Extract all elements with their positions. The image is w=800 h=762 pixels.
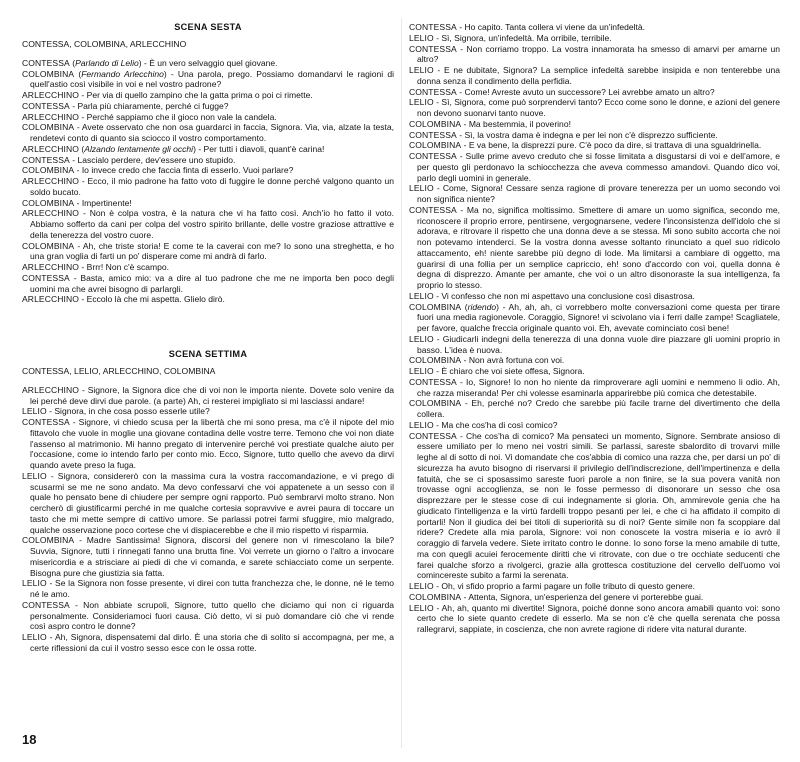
speaker-name: CONTESSA	[22, 100, 70, 111]
dialogue-text: Parla più chiaramente, perché ci fugge?	[77, 100, 229, 111]
dialogue-text: Attenta, Signora, un'esperienza del genere vi porterebbe guai.	[468, 591, 704, 602]
speaker-name: LELIO	[22, 578, 47, 589]
dialogue-text: Basta, amico mio: va a dire al tuo padrone che me ne importa ben poco degli uomini ma che avrei bisogno di parlargli.	[30, 272, 394, 294]
dialogue-text: Eccolo là che mi aspetta. Glielo dirò.	[86, 294, 225, 305]
speaker-name: CONTESSA	[409, 43, 457, 54]
speaker-name: LELIO	[22, 470, 47, 481]
scene-cast-settima: CONTESSA, LELIO, ARLECCHINO, COLOMBINA	[22, 366, 216, 376]
page-number: 18	[22, 732, 37, 747]
dialogue-text: Signora, considererò con la massima cura la vostra raccomandazione, e vi prego di scusarmi se me ne sono andato. Ma devo confessarvi che voi appatenete a un sesso con il quale ho pensato bene di chiudere per sempre ogni rapporto. Può sembrarvi molto strano. Non cercherò di giustificarmi perché in me qualche cortesia sopravvive e avrei paura di toccare un tasto che mi mette sempre di cattivo umore. Se parlassi potrei farmi sfuggire, mio malgrado, qualche osservazione poco cortese che vi dispiacerebbe e che il mio rispetto vi risparmia.	[30, 470, 394, 535]
dialogue-text: Ah, Signora, dispensatemi dal dirlo. È una storia che di solito si accompagna, per me, a certe riflessioni da cui il vostro sesso esce con le ossa rotte.	[30, 632, 394, 653]
dialogue-line: CONTESSA - Io, Signore! Io non ho niente da rimproverare agli uomini e nemmeno li odio. Ah, che razza miseranda! Per chi volesse esaminarla apparirebbe più comica che detestabile.	[409, 376, 780, 398]
speaker-name: LELIO	[409, 419, 434, 430]
dialogue-line: CONTESSA - Non abbiate scrupoli, Signore, tutto quello che diciamo qui non ci riguarda personalmente. Consideriamoci fuori causa. Ciò detto, vi si può domandare ciò che vi rende così aspro contro le donne?	[22, 599, 394, 632]
dialogue-line: COLOMBINA - Avete osservato che non osa guardarci in faccia, Signora. Via, via, alzate la testa, rendetevi conto di quanto sia sciocco il vostro comportamento.	[22, 122, 394, 143]
dialogue-text: Ecco, il mio padrone ha fatto voto di fuggire le donne perché valgono quanto un soldo bucato.	[30, 176, 394, 197]
dialogue-line: CONTESSA - Lascialo perdere, dev'essere uno stupido.	[22, 154, 236, 165]
dialogue-text: Per via di quello zampino che la gatta prima o poi ci rimette.	[86, 90, 313, 100]
dialogue-line: LELIO - Signora, considererò con la massima cura la vostra raccomandazione, e vi prego di scusarmi se me ne sono andato. Ma devo confessarvi che voi appatenete a un sesso con il quale ho pensato bene di chiudere per sempre ogni rapporto. Può sembrarvi molto strano. Non cercherò di giustificarmi perché in me qualche cortesia sopravvive e avrei paura di toccare un tasto che mi mette sempre di cattivo umore. Se parlassi potrei farmi sfuggire, mio malgrado, qualche osservazione poco cortese che vi dispiacerebbe e che il mio rispetto vi risparmia.	[22, 470, 394, 535]
speaker-name: COLOMBINA	[22, 68, 75, 79]
dialogue-text: Ma che cos'ha di così comico?	[441, 419, 558, 430]
speaker-name: COLOMBINA	[409, 118, 462, 129]
dialogue-line: ARLECCHINO - Per via di quello zampino che la gatta prima o poi ci rimette.	[22, 90, 313, 100]
dialogue-line: CONTESSA - Ho capito. Tanta collera vi viene da un'infedeltà.	[409, 22, 646, 32]
dialogue-text: Come, Signora! Cessare senza ragione di provare tenerezza per un uomo secondo voi non significa niente?	[417, 183, 780, 204]
dialogue-line: ARLECCHINO - Ecco, il mio padrone ha fatto voto di fuggire le donne perché valgono quanto un soldo bucato.	[22, 176, 394, 197]
speaker-name: COLOMBINA	[409, 591, 462, 602]
dialogue-line: COLOMBINA - E va bene, la disprezzi pure. C'è poco da dire, si trattava di una sgualdrinella.	[409, 140, 762, 151]
speaker-name: LELIO	[409, 32, 434, 43]
dialogue-text: Sì, Signora, un'infedeltà. Ma orribile, terribile.	[441, 32, 612, 43]
dialogue-text: Vi confesso che non mi aspettavo una conclusione così disastrosa.	[441, 290, 695, 301]
dialogue-line: CONTESSA - Come! Avreste avuto un successore? Lei avrebbe amato un altro?	[409, 86, 715, 97]
dialogue-line: LELIO - È chiaro che voi siete offesa, Signora.	[409, 366, 585, 376]
dialogue-text: È un vero selvaggio quel giovane.	[149, 57, 278, 68]
dialogue-text: Signora, in che cosa posso esserle utile?	[54, 406, 210, 417]
dialogue-text: Lascialo perdere, dev'essere uno stupido.	[77, 154, 236, 165]
dialogue-line: COLOMBINA - Impertinente!	[22, 197, 132, 208]
speaker-name: LELIO	[22, 632, 47, 642]
dialogue-text: E ne dubitate, Signora? La semplice infedeltà sarebbe insipida e non tenterebbe una donna senza il condimento della perfidia.	[417, 65, 780, 86]
speaker-name: ARLECCHINO	[22, 294, 80, 305]
left-column	[22, 22, 394, 654]
speaker-name: LELIO	[409, 290, 434, 301]
dialogue-text: Ah, ah, quanto mi divertite! Signora, poiché donne sono ancora amabili quanto voi: sono certo che lo siete quanto credete di esserlo. Ma se non c'è che quella serenata che possa rallegrarvi, sappiate, in coscienza, che non avrete ragione di ridere vita natural durante.	[417, 602, 781, 634]
dialogue-line: ARLECCHINO - Perché sappiamo che il gioco non vale la candela.	[22, 111, 277, 122]
speaker-name: CONTESSA	[409, 204, 457, 215]
dialogue-line: LELIO - Ma che cos'ha di così comico?	[409, 419, 558, 430]
dialogue-line: COLOMBINA - Non avrà fortuna con voi.	[409, 355, 565, 366]
stage-direction: Alzando lentamente gli occhi	[84, 143, 194, 154]
speaker-name: LELIO	[409, 581, 434, 591]
speaker-name: ARLECCHINO	[22, 176, 80, 186]
stage-direction: Parlando di Lelio	[75, 57, 139, 68]
speaker-name: CONTESSA	[22, 154, 70, 165]
column-divider	[401, 18, 402, 748]
dialogue-line: CONTESSA - Ma no, significa moltissimo. Smettere di amare un uomo significa, secondo me, riconoscere il proprio errore, pentirsene, vergognarsene, vedere l'inconsistenza dell'idolo che si adorava, e ritrovare il rispetto che una donna deve a se stessa. Mi sono subito accorta che noi non potevamo intenderci. Se la vostra donna avesse soltanto rinunciato a quel suo ridicolo attaccamento, eh! niente sarebbe più degno di lode. Ma limitarsi a cambiare di oggetto, ma guarirsi di una follia per un semplice capriccio, eh! sono d'accordo con voi, quella donna è degna di disprezzo. Amante per amante, che voi o un altro disonoraste la sua intelligenza, fa proprio lo stesso.	[409, 204, 780, 290]
dialogue-text: Madre Santissima! Signora, discorsi del genere non vi rimescolano la bile? Suvvia, Signore, tutti i rinnegati fanno una brutta fine. Voi verrete un giorno o l'altro a invocare misericordia e a strisciare ai piedi di che vi comanda, e sarete schiacciato come un serpente. Bisogna pure che giustizia sia fatta.	[30, 535, 394, 578]
speaker-name: CONTESSA	[409, 151, 457, 161]
dialogue-line: COLOMBINA (ridendo) - Ah, ah, ah, ci vorrebbero molte conversazioni come questa per tirare fuori una media ragionevole. Coraggio, Signore! vi scivolano via i ferri dalle zampe! Scagliatele, per favore, qualche freccia originale quanto voi. Eh, avevate cominciato così bene!	[409, 301, 780, 333]
dialogue-line: CONTESSA - Non corriamo troppo. La vostra innamorata ha smesso di amarvi per amarne un altro?	[409, 43, 780, 65]
speaker-name: COLOMBINA	[22, 240, 75, 251]
dialogue-text: Brrr! Non c'è scampo.	[86, 262, 170, 272]
dialogue-line: CONTESSA - Sulle prime avevo creduto che si fosse limitata a disgustarsi di voi e dell'amore, e per questo gli perdonavo la schiocchezza che aveva commesso amandovi. Quando dico voi, parlo degli uomini in generale.	[409, 151, 780, 183]
speaker-name: ARLECCHINO	[22, 208, 80, 219]
dialogue-text: Ah, che triste storia! E come te la caverai con me? Io sono una streghetta, e ho una gran voglia di farti un po' disperare come mi andrà di farlo.	[30, 240, 394, 262]
dialogue-line: ARLECCHINO - Signore, la Signora dice che di voi non le importa niente. Dovete solo venire da lei perché deve dirvi due parole. (a parte) Ah, ci resterei impigliato si mi lasciassi andare!	[22, 384, 394, 406]
speaker-name: CONTESSA	[409, 129, 457, 140]
dialogue-text: Non abbiate scrupoli, Signore, tutto quello che diciamo qui non ci riguarda personalmente. Consideriamoci fuori causa. Ciò detto, vi si può domandare ciò che vi rende così aspro contro le donne?	[30, 599, 394, 632]
speaker-name: LELIO	[409, 183, 434, 194]
dialogue-line: COLOMBINA - Madre Santissima! Signora, discorsi del genere non vi rimescolano la bile? Suvvia, Signore, tutti i rinnegati fanno una brutta fine. Voi verrete un giorno o l'altro a invocare misericordia e a strisciare ai piedi di che vi comanda, e sarete schiacciato come un serpente. Bisogna pure che giustizia sia fatta.	[22, 535, 394, 578]
dialogue-line: LELIO - Signora, in che cosa posso esserle utile?	[22, 406, 210, 417]
speaker-name: COLOMBINA	[22, 122, 75, 133]
speaker-name: LELIO	[409, 65, 434, 75]
dialogue-line: CONTESSA - Parla più chiaramente, perché ci fugge?	[22, 100, 229, 111]
dialogue-text: È chiaro che voi siete offesa, Signora.	[441, 366, 585, 376]
dialogue-line: CONTESSA - Basta, amico mio: va a dire al tuo padrone che me ne importa ben poco degli uomini ma che avrei bisogno di parlargli.	[22, 272, 394, 294]
dialogue-line: LELIO - Se la Signora non fosse presente, vi direi con tutta franchezza che, le donne, né le temo né le amo.	[22, 578, 394, 599]
dialogue-text: Io, Signore! Io non ho niente da rimproverare agli uomini e nemmeno li odio. Ah, che razza miseranda! Per chi volesse esaminarla apparirebbe più comica che detestabile.	[417, 376, 780, 398]
speaker-name: CONTESSA	[409, 376, 457, 387]
stage-direction: Fermando Arlecchino	[81, 68, 164, 79]
speaker-name: ARLECCHINO	[22, 143, 80, 154]
dialogue-line: COLOMBINA - Io invece credo che faccia finta di esserlo. Vuoi parlare?	[22, 165, 294, 176]
right-column	[409, 22, 780, 635]
speaker-name: ARLECCHINO	[22, 90, 80, 100]
speaker-name: COLOMBINA	[22, 197, 75, 208]
speaker-name: CONTESSA	[22, 57, 70, 68]
dialogue-text: Per tutti i diavoli, quant'è carina!	[203, 143, 325, 154]
scene-title-sesta: SCENA SESTA	[174, 22, 242, 32]
dialogue-line: LELIO - E ne dubitate, Signora? La semplice infedeltà sarebbe insipida e non tenterebbe una donna senza il condimento della perfidia.	[409, 65, 780, 86]
scene-title-settima: SCENA SETTIMA	[168, 349, 248, 359]
dialogue-line: CONTESSA (Parlando di Lelio) - È un vero selvaggio quel giovane.	[22, 57, 278, 68]
dialogue-text: Non avrà fortuna con voi.	[468, 355, 565, 366]
dialogue-line: ARLECCHINO - Brrr! Non c'è scampo.	[22, 262, 170, 272]
dialogue-line: COLOMBINA - Ah, che triste storia! E come te la caverai con me? Io sono una streghetta, e ho una gran voglia di farti un po' disperare come mi andrà di farlo.	[22, 240, 394, 262]
speaker-name: ARLECCHINO	[22, 111, 80, 122]
dialogue-text: Avete osservato che non osa guardarci in faccia, Signora. Via, via, alzate la testa, rendetevi conto di quanto sia sciocco il vostro comportamento.	[30, 122, 394, 143]
dialogue-text: Eh, perché no? Credo che sarebbe più facile trarne del divertimento che della collera.	[417, 398, 780, 419]
dialogue-text: Giudicarli indegni della tenerezza di una donna vuole dire piazzare gli uomini proprio in basso. L'idea è nuova.	[417, 333, 780, 355]
speaker-name: CONTESSA	[409, 22, 457, 32]
dialogue-text: Io invece credo che faccia finta di esserlo. Vuoi parlare?	[81, 165, 294, 176]
speaker-name: CONTESSA	[22, 272, 70, 283]
dialogue-text: Sulle prime avevo creduto che si fosse limitata a disgustarsi di voi e dell'amore, e per questo gli perdonavo la schiocchezza che aveva commesso amandovi. Quando dico voi, parlo degli uomini in generale.	[417, 151, 780, 183]
dialogue-text: Non è colpa vostra, è la natura che vi ha fatto così. Anch'io ho fatto il voto. Abbiamo sofferto da cani per colpa del vostro spirito brillante, delle vostre graziose attrattive e della tenerezza del vostro cuore.	[30, 208, 394, 240]
dialogue-block-settima	[22, 385, 394, 654]
dialogue-text: Perché sappiamo che il gioco non vale la candela.	[86, 111, 277, 122]
speaker-name: COLOMBINA	[409, 140, 462, 151]
dialogue-text: Non corriamo troppo. La vostra innamorata ha smesso di amarvi per amarne un altro?	[417, 43, 780, 65]
dialogue-line: CONTESSA - Sì, la vostra dama è indegna e per lei non c'è disprezzo sufficiente.	[409, 129, 718, 140]
dialogue-line: COLOMBINA - Ma bestemmia, il poverino!	[409, 118, 571, 129]
speaker-name: LELIO	[409, 602, 434, 613]
dialogue-line: COLOMBINA - Eh, perché no? Credo che sarebbe più facile trarne del divertimento che della collera.	[409, 398, 780, 419]
speaker-name: COLOMBINA	[409, 398, 462, 409]
dialogue-text: Ah, ah, ah, ci vorrebbero molte conversazioni come questa per tirare fuori una media ragionevole. Coraggio, Signore! vi scivolano via i ferri dalle zampe! Scagliatele, per favore, qualche freccia originale quanto voi. Eh, avevate cominciato così bene!	[417, 301, 780, 333]
dialogue-line: LELIO - Sì, Signora, come può sorprendervi tanto? Ecco come sono le donne, e azioni del genere non devono suonarvi tanto nuove.	[409, 97, 780, 118]
dialogue-text: Ma no, significa moltissimo. Smettere di amare un uomo significa, secondo me, riconoscere il proprio errore, pentirsene, vergognarsene, vedere l'inconsistenza dell'idolo che si adorava, e ritrovare il rispetto che una donna deve a se stessa. Mi sono subito accorta che noi non potevamo intenderci. Se la vostra donna avesse soltanto rinunciato a quel suo ridicolo attaccamento, eh! niente sarebbe più degno di lode. Ma limitarsi a cambiare di oggetto, ma guarirsi di una follia per un semplice capriccio, eh! sono d'accordo con voi, quella donna è degna di disprezzo. Amante per amante, che voi o un altro disonoraste la sua intelligenza, fa proprio lo stesso.	[417, 204, 780, 290]
speaker-name: COLOMBINA	[409, 355, 462, 366]
dialogue-line: ARLECCHINO - Non è colpa vostra, è la natura che vi ha fatto così. Anch'io ho fatto il voto. Abbiamo sofferto da cani per colpa del vostro spirito brillante, delle vostre graziose attrattive e della tenerezza del vostro cuore.	[22, 208, 394, 240]
dialogue-line: ARLECCHINO (Alzando lentamente gli occhi) - Per tutti i diavoli, quant'è carina!	[22, 143, 325, 154]
speaker-name: CONTESSA	[22, 599, 70, 610]
speaker-name: LELIO	[409, 97, 434, 108]
speaker-name: LELIO	[409, 366, 434, 376]
dialogue-text: Signore, vi chiedo scusa per la libertà che mi sono presa, ma c'è il nipote del mio fittavolo che vuole in moglie una giovane contadina delle vostre terre. Temono che voi non diate l'assenso al matrimonio. Mi hanno pregato di intervenire perché voi prestiate qualche aiuto per l'occasione, come io intendo farlo per conto mio. Ecco, Signore, tutto quello che avevo da dirvi quando avete preso la fuga.	[30, 417, 394, 470]
scene-cast-sesta: CONTESSA, COLOMBINA, ARLECCHINO	[22, 39, 187, 49]
dialogue-text: Se la Signora non fosse presente, vi direi con tutta franchezza che, le donne, né le temo né le amo.	[30, 578, 394, 599]
dialogue-text: Ho capito. Tanta collera vi viene da un'infedeltà.	[464, 22, 646, 32]
dialogue-line: ARLECCHINO - Eccolo là che mi aspetta. Glielo dirò.	[22, 294, 225, 305]
dialogue-line: LELIO - Sì, Signora, un'infedeltà. Ma orribile, terribile.	[409, 32, 612, 43]
speaker-name: LELIO	[409, 333, 434, 344]
dialogue-text: Una parola, prego. Possiamo domandarvi le ragioni di quell'astio così visibile in voi e nel vostro padrone?	[30, 68, 394, 90]
dialogue-block-continued	[409, 22, 780, 635]
dialogue-line: CONTESSA - Che cos'ha di comico? Ma pensateci un momento, Signore. Sembrate ansioso di essere umiliato per lo meno nei vostri simili. Se parlassi, sareste sbalordito di trovarvi mille leghe al di sotto di noi. Vi domandate che cos'abbia di comico una razza che, per darsi un po' di sicurezza ha avuto bisogno di riservarsi il privilegio dell'indiscrezione, dell'impertinenza e della fatuità, che se ci sposassimo sareste fuori parole a non finire, se la sua povera vanità non trovasse ogni accoglienza, se non le fosse permesso di disonorare un sesso che osa disprezzare per le stesse cose di cui indegnamente si gloria. Oh, ammirevole genia che ha giudicato l'intelligenza e la virtù fardelli troppo pesanti per lei, e che ci ha affidato il compito di portarli! Non il giudica dei bei titoli di superiorità su di noi? Gente simile non fa scoppiare dal ridere? Credete alla mia parola, Signore: voi non conoscete la vostra miseria e io avrò il coraggio di farvela vedere. Siete irritato contro le donne. Io sono forse la meno amabile di tutte, ma con quegli acuiei ferocemente diritti che vi ritrovate, con due o tre occhiate seducenti che farei qualche sforzo a rivolgerci, grazie alla grottesca costituzione del cervello dell'uomo voi comincereste subito a farmi la serenata.	[409, 430, 780, 581]
speaker-name: CONTESSA	[22, 417, 70, 427]
dialogue-line: COLOMBINA (Fermando Arlecchino) - Una parola, prego. Possiamo domandarvi le ragioni di quell'astio così visibile in voi e nel vostro padrone?	[22, 68, 394, 90]
dialogue-line: CONTESSA - Signore, vi chiedo scusa per la libertà che mi sono presa, ma c'è il nipote del mio fittavolo che vuole in moglie una giovane contadina delle vostre terre. Temono che voi non diate l'assenso al matrimonio. Mi hanno pregato di intervenire perché voi prestiate qualche aiuto per l'occasione, come io intendo farlo per conto mio. Ecco, Signore, tutto quello che avevo da dirvi quando avete preso la fuga.	[22, 417, 394, 470]
dialogue-text: Oh, vi sfido proprio a farmi pagare un folle tributo di questo genere.	[441, 581, 696, 591]
dialogue-line: LELIO - Giudicarli indegni della tenerezza di una donna vuole dire piazzare gli uomini proprio in basso. L'idea è nuova.	[409, 333, 780, 355]
dialogue-line: COLOMBINA - Attenta, Signora, un'esperienza del genere vi porterebbe guai.	[409, 591, 704, 602]
speaker-name: LELIO	[22, 406, 47, 417]
dialogue-block-sesta	[22, 58, 394, 305]
dialogue-text: Che cos'ha di comico? Ma pensateci un momento, Signore. Sembrate ansioso di essere umiliato per lo meno nei vostri simili. Se parlassi, sareste sbalordito di trovarvi mille leghe al di sotto di noi. Vi domandate che cos'abbia di comico una razza che, per darsi un po' di sicurezza ha avuto bisogno di riservarsi il privilegio dell'indiscrezione, dell'impertinenza e della fatuità, che se ci sposassimo sareste fuori parole a non finire, se la sua povera vanità non trovasse ogni accoglienza, se non le fosse permesso di disonorare un sesso che osa disprezzare per le stesse cose di cui indegnamente si gloria. Oh, ammirevole genia che ha giudicato l'intelligenza e la virtù fardelli troppo pesanti per lei, e che ci ha affidato il compito di portarli! Non il giudica dei bei titoli di superiorità su di noi? Gente simile non fa scoppiare dal ridere? Credete alla mia parola, Signore: voi non conoscete la vostra miseria e io avrò il coraggio di farvela vedere. Siete irritato contro le donne. Io sono forse la meno amabile di tutte, ma con quegli acuiei ferocemente diritti che vi ritrovate, con due o tre occhiate seducenti che farei qualche sforzo a rivolgerci, grazie alla grottesca costituzione del cervello dell'uomo voi comincereste subito a farmi la serenata.	[417, 430, 780, 581]
dialogue-text: Ma bestemmia, il poverino!	[468, 118, 571, 129]
stage-direction: ridendo	[467, 301, 497, 312]
speaker-name: COLOMBINA	[22, 535, 75, 546]
dialogue-text: Impertinente!	[81, 197, 132, 208]
dialogue-line: LELIO - Ah, ah, quanto mi divertite! Signora, poiché donne sono ancora amabili quanto voi: sono certo che lo siete quanto credete di esserlo. Ma se non c'è che quella serenata che possa rallegrarvi, sappiate, in coscienza, che non avrete ragione di ridere vita natural durante.	[409, 602, 781, 634]
speaker-name: CONTESSA	[409, 86, 457, 97]
speaker-name: ARLECCHINO	[22, 262, 80, 272]
dialogue-text: Signore, la Signora dice che di voi non le importa niente. Dovete solo venire da lei perché deve dirvi due parole. (a parte) Ah, ci resterei impigliato si mi lasciassi andare!	[30, 384, 394, 406]
dialogue-text: Come! Avreste avuto un successore? Lei avrebbe amato un altro?	[464, 86, 715, 97]
speaker-name: COLOMBINA	[409, 301, 462, 312]
dialogue-line: LELIO - Come, Signora! Cessare senza ragione di provare tenerezza per un uomo secondo voi non significa niente?	[409, 183, 780, 204]
speaker-name: COLOMBINA	[22, 165, 75, 176]
speaker-name: ARLECCHINO	[22, 384, 80, 395]
dialogue-line: LELIO - Vi confesso che non mi aspettavo una conclusione così disastrosa.	[409, 290, 695, 301]
dialogue-line: LELIO - Ah, Signora, dispensatemi dal dirlo. È una storia che di solito si accompagna, per me, a certe riflessioni da cui il vostro sesso esce con le ossa rotte.	[22, 632, 394, 653]
dialogue-text: Sì, la vostra dama è indegna e per lei non c'è disprezzo sufficiente.	[464, 129, 718, 140]
dialogue-line: LELIO - Oh, vi sfido proprio a farmi pagare un folle tributo di questo genere.	[409, 581, 696, 591]
dialogue-text: E va bene, la disprezzi pure. C'è poco da dire, si trattava di una sgualdrinella.	[468, 140, 762, 151]
speaker-name: CONTESSA	[409, 430, 457, 441]
dialogue-text: Sì, Signora, come può sorprendervi tanto? Ecco come sono le donne, e azioni del genere non devono suonarvi tanto nuove.	[417, 97, 780, 118]
